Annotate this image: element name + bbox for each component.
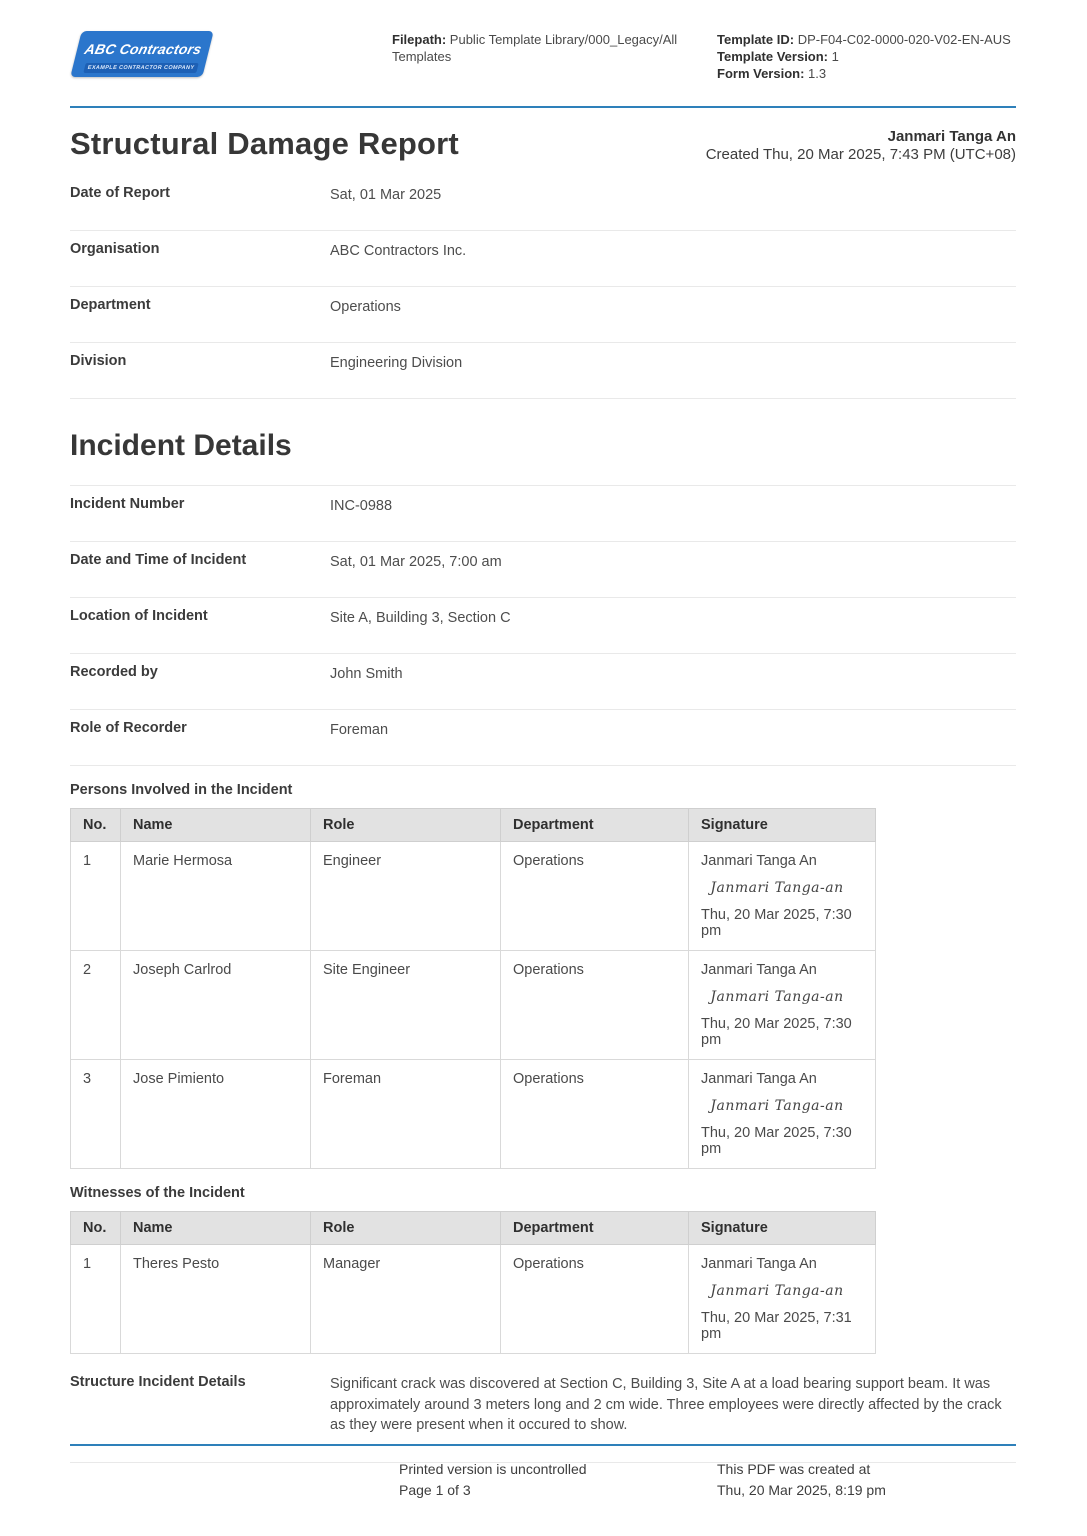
template-meta-block (717, 31, 1016, 82)
witnesses-table-caption: Witnesses of the Incident (70, 1185, 245, 1201)
field-label: Division (70, 353, 127, 369)
cell-no: 2 (71, 951, 121, 1060)
cell-signature (689, 842, 876, 951)
footer-print-note (399, 1459, 587, 1501)
filepath-label: Filepath: (392, 32, 447, 47)
footer-uncontrolled-note: Printed version is uncontrolled (399, 1461, 587, 1477)
field-value: Site A, Building 3, Section C (330, 610, 511, 626)
page-header (70, 31, 1016, 82)
cell-no: 1 (71, 1245, 121, 1354)
cell-signature (689, 1060, 876, 1169)
cell-name: Jose Pimiento (121, 1060, 311, 1169)
cell-signature (689, 951, 876, 1060)
field-label: Location of Incident (70, 608, 208, 624)
section-heading-incident-details: Incident Details (70, 429, 292, 462)
table-row (71, 1245, 876, 1354)
col-header-role: Role (311, 809, 501, 842)
signature-date: Thu, 20 Mar 2025, 7:30 pm (701, 1016, 852, 1048)
field-label: Date and Time of Incident (70, 552, 247, 568)
logo-subtitle: EXAMPLE CONTRACTOR COMPANY (83, 63, 198, 73)
field-value: Foreman (330, 722, 389, 738)
signature-date: Thu, 20 Mar 2025, 7:30 pm (701, 907, 852, 939)
template-id-label: Template ID: (717, 32, 795, 47)
cell-no: 3 (71, 1060, 121, 1169)
signature-handwriting: Janmari Tanga-an (710, 989, 844, 1005)
page-footer (70, 1444, 1016, 1506)
footer-created-label: This PDF was created at (717, 1461, 871, 1477)
cell-name: Theres Pesto (121, 1245, 311, 1354)
footer-created-timestamp: Thu, 20 Mar 2025, 8:19 pm (717, 1482, 886, 1498)
table-header-row (71, 1212, 876, 1245)
page-title: Structural Damage Report (70, 126, 459, 161)
col-header-signature: Signature (689, 1212, 876, 1245)
col-header-department: Department (501, 809, 689, 842)
cell-department: Operations (501, 1060, 689, 1169)
field-label: Structure Incident Details (70, 1374, 246, 1390)
created-block (706, 126, 1016, 163)
field-row-department (70, 287, 1016, 343)
field-row-incident-location (70, 598, 1016, 654)
signature-name: Janmari Tanga An (701, 853, 817, 869)
field-row-incident-datetime (70, 542, 1016, 598)
form-version-value: 1.3 (808, 66, 827, 81)
field-value: ABC Contractors Inc. (330, 243, 467, 259)
signature-handwriting: Janmari Tanga-an (710, 880, 844, 896)
field-row-organisation (70, 231, 1016, 287)
filepath-block (392, 31, 717, 82)
field-value: Engineering Division (330, 355, 463, 371)
cell-signature (689, 1245, 876, 1354)
template-version-label: Template Version: (717, 49, 829, 64)
footer-created-note (717, 1459, 886, 1501)
template-id-row (717, 31, 1016, 48)
cell-department: Operations (501, 951, 689, 1060)
cell-role: Foreman (311, 1060, 501, 1169)
table-row (71, 842, 876, 951)
field-label: Organisation (70, 241, 160, 257)
form-version-label: Form Version: (717, 66, 805, 81)
field-row-date-of-report (70, 175, 1016, 231)
field-value: Operations (330, 299, 401, 315)
report-fields (70, 175, 1016, 399)
col-header-no: No. (71, 1212, 121, 1245)
cell-role: Site Engineer (311, 951, 501, 1060)
logo-title: ABC Contractors (83, 40, 204, 57)
cell-name: Marie Hermosa (121, 842, 311, 951)
company-logo (70, 31, 213, 77)
field-label: Date of Report (70, 185, 170, 201)
table-header-row (71, 809, 876, 842)
field-label: Department (70, 297, 151, 313)
field-label: Role of Recorder (70, 720, 187, 736)
col-header-role: Role (311, 1212, 501, 1245)
field-value: John Smith (330, 666, 403, 682)
filepath-value: Public Template Library/000_Legacy/All Templates (392, 32, 678, 64)
template-id-value: DP-F04-C02-0000-020-V02-EN-AUS (797, 32, 1011, 47)
field-label: Recorded by (70, 664, 158, 680)
logo-container (70, 31, 392, 82)
col-header-name: Name (121, 809, 311, 842)
witnesses-table (70, 1211, 876, 1354)
table-row (71, 1060, 876, 1169)
form-version-row (717, 65, 1016, 82)
footer-columns (70, 1446, 1016, 1506)
footer-page-number: Page 1 of 3 (399, 1482, 471, 1498)
template-version-value: 1 (831, 49, 839, 64)
signature-name: Janmari Tanga An (701, 1071, 817, 1087)
signature-date: Thu, 20 Mar 2025, 7:31 pm (701, 1310, 852, 1342)
persons-table-caption: Persons Involved in the Incident (70, 782, 293, 798)
col-header-department: Department (501, 1212, 689, 1245)
cell-department: Operations (501, 842, 689, 951)
field-row-incident-number (70, 486, 1016, 542)
signature-handwriting: Janmari Tanga-an (710, 1283, 844, 1299)
field-row-recorded-by (70, 654, 1016, 710)
col-header-signature: Signature (689, 809, 876, 842)
incident-fields (70, 485, 1016, 766)
cell-name: Joseph Carlrod (121, 951, 311, 1060)
template-version-row (717, 48, 1016, 65)
signature-handwriting: Janmari Tanga-an (710, 1098, 844, 1114)
signature-date: Thu, 20 Mar 2025, 7:30 pm (701, 1125, 852, 1157)
author-name: Janmari Tanga An (887, 128, 1016, 145)
signature-name: Janmari Tanga An (701, 1256, 817, 1272)
col-header-no: No. (71, 809, 121, 842)
col-header-name: Name (121, 1212, 311, 1245)
field-value: Significant crack was discovered at Section C, Building 3, Site A at a load bearing support beam. It was approximately around 3 meters long and 2 cm wide. Three employees were directly affected by the crack as they were present when it occured to show. (330, 1376, 1002, 1433)
cell-no: 1 (71, 842, 121, 951)
field-label: Incident Number (70, 496, 185, 512)
field-value: INC-0988 (330, 498, 393, 514)
field-value: Sat, 01 Mar 2025 (330, 187, 442, 203)
signature-name: Janmari Tanga An (701, 962, 817, 978)
cell-role: Engineer (311, 842, 501, 951)
field-value: Sat, 01 Mar 2025, 7:00 am (330, 554, 502, 570)
cell-department: Operations (501, 1245, 689, 1354)
table-row (71, 951, 876, 1060)
cell-role: Manager (311, 1245, 501, 1354)
field-row-recorder-role (70, 710, 1016, 766)
title-block (70, 126, 1016, 163)
header-divider (70, 106, 1016, 108)
persons-table (70, 808, 876, 1169)
field-row-division (70, 343, 1016, 399)
created-timestamp: Created Thu, 20 Mar 2025, 7:43 PM (UTC+08) (705, 146, 1016, 163)
